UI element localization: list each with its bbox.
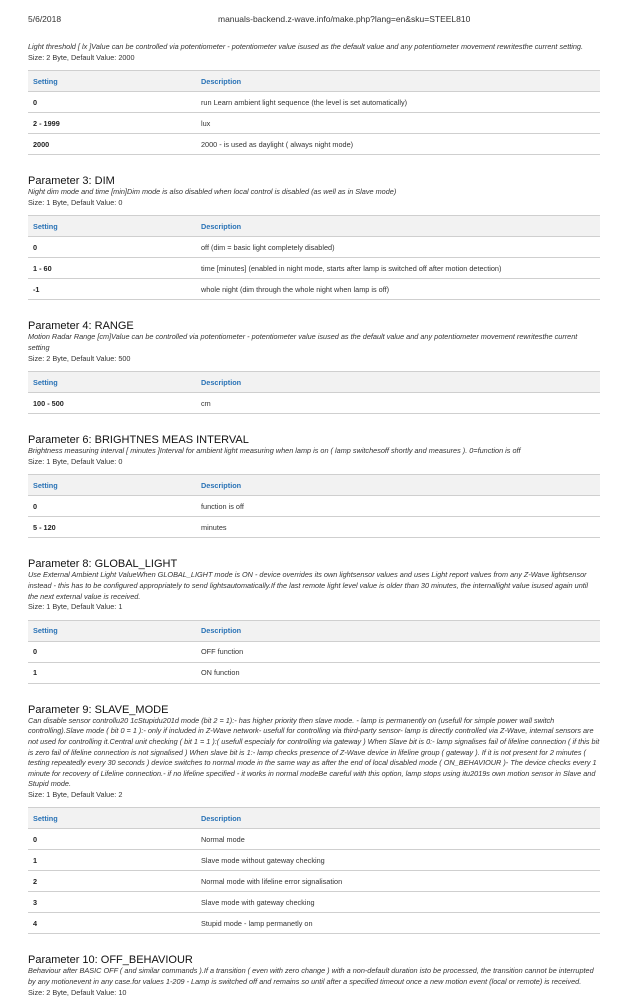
settings-table — [28, 807, 600, 934]
description-header: Description — [196, 475, 600, 496]
settings-table — [28, 620, 600, 684]
table-header-row — [28, 71, 600, 92]
table-row — [28, 850, 600, 871]
description-cell: Stupid mode - lamp permanetly on — [196, 913, 600, 934]
parameter-size: Size: 1 Byte, Default Value: 2 — [28, 789, 123, 799]
parameter-description: Behaviour after BASIC OFF ( and similar commands ).If a transition ( even with zero change ) with a non-default duration isto be processed, the transition cannot be interrupted by any motionevent in any case.for values 1-209 - Lamp is switched off and remains so until after a specified timeout once a new motion event (local or remote) is received. — [28, 966, 594, 987]
parameter-8-global-light — [28, 558, 600, 683]
settings-table — [28, 371, 600, 414]
table-row — [28, 641, 600, 662]
setting-header: Setting — [28, 808, 196, 829]
parameter-3-dim — [28, 175, 600, 300]
setting-header: Setting — [28, 475, 196, 496]
table-row — [28, 829, 600, 850]
setting-cell: 2 — [28, 871, 196, 892]
table-row — [28, 237, 600, 258]
table-row — [28, 517, 600, 538]
print-header — [28, 14, 608, 26]
parameter-light-threshold — [28, 42, 600, 155]
table-row — [28, 113, 600, 134]
description-cell: 2000 - is used as daylight ( always night mode) — [196, 134, 600, 155]
description-cell: off (dim = basic light completely disabled) — [196, 237, 600, 258]
description-cell: ON function — [196, 662, 600, 683]
table-header-row — [28, 620, 600, 641]
setting-cell: 0 — [28, 237, 196, 258]
parameter-title: Parameter 8: GLOBAL_LIGHT — [28, 558, 178, 571]
setting-cell: 2000 — [28, 134, 196, 155]
parameter-size: Size: 2 Byte, Default Value: 2000 — [28, 52, 135, 62]
setting-cell: 1 - 60 — [28, 258, 196, 279]
parameter-description: Motion Radar Range [cm]Value can be controlled via potentiometer - potentiometer value isused as the default value and any potentiometer movement rewritesthe current setting — [28, 332, 578, 352]
table-row — [28, 496, 600, 517]
setting-header: Setting — [28, 216, 196, 237]
parameter-description: Can disable sensor controllu20 1cStupidu201d mode (bit 2 = 1):- has higher priority then slave mode. - lamp is permanently on (usefull for simple power wall switch controlling).Slave mode ( bit 0 = 1 ):- only if included in Z-Wave network- usefull for controlling via third-party sensor- lamp is directly controlled via Z-Wave, internal sensors are not used for controlling it.Central unit checking ( bit 1 = 1 ):( usefull especialy for controlling via gateway ) When Slave bit is 0:- lamp signalises fail of lifeline connection ( if this bit is zero fail of lifeline connection is not signalised ) When slave bit is 1:- lamp checks presence of Z-Wave device in lifeline group ( gateway ). If it is not present for 2 minutes ( testing repeatedly every 30 seconds ) device switches to normal mode in the same way as after the end of local disabled mode ( ON_BEHAVIOUR )- The device checks every 1 minute for recovery of Lifeline connection.- if no lifeline specified - it works in normal modeBe careful with this option, lamp stops using itu2019s own motion sensor in Slave and Stupid mode. — [28, 715, 600, 789]
parameter-size: Size: 1 Byte, Default Value: 1 — [28, 602, 123, 612]
table-row — [28, 871, 600, 892]
table-row — [28, 92, 600, 113]
table-header-row — [28, 808, 600, 829]
description-header: Description — [196, 216, 600, 237]
parameter-9-slave-mode — [28, 704, 600, 935]
parameter-description: Use External Ambient Light ValueWhen GLOBAL_LIGHT mode is ON - device overrides its own lightsensor values and uses Light report values from any Z-Wave lightsensor instead - this has to be configured appropriately to send lightsautomatically.If the last remote light level value is older than 30 minutes, the internallight value isused again until the next external value is received. — [28, 570, 589, 601]
description-cell: whole night (dim through the whole night when lamp is off) — [196, 279, 600, 300]
parameter-size: Size: 2 Byte, Default Value: 500 — [28, 353, 131, 363]
setting-cell: 5 - 120 — [28, 517, 196, 538]
table-header-row — [28, 372, 600, 393]
table-row — [28, 134, 600, 155]
description-cell: lux — [196, 113, 600, 134]
description-cell: function is off — [196, 496, 600, 517]
setting-header: Setting — [28, 620, 196, 641]
description-cell: Normal mode — [196, 829, 600, 850]
description-cell: Normal mode with lifeline error signalisation — [196, 871, 600, 892]
description-header: Description — [196, 620, 600, 641]
print-url: manuals-backend.z-wave.info/make.php?lang=en&sku=STEEL810 — [218, 14, 471, 24]
table-row — [28, 393, 600, 414]
settings-table — [28, 215, 600, 300]
parameter-title: Parameter 4: RANGE — [28, 320, 134, 333]
parameter-description: Night dim mode and time [min]Dim mode is also disabled when local control is disabled (as well as in Slave mode) — [28, 187, 397, 197]
setting-cell: 3 — [28, 892, 196, 913]
description-header: Description — [196, 372, 600, 393]
description-cell: run Learn ambient light sequence (the level is set automatically) — [196, 92, 600, 113]
table-header-row — [28, 475, 600, 496]
parameter-size: Size: 1 Byte, Default Value: 0 — [28, 456, 123, 466]
setting-cell: 4 — [28, 913, 196, 934]
setting-cell: -1 — [28, 279, 196, 300]
parameter-title: Parameter 3: DIM — [28, 175, 115, 188]
table-row — [28, 258, 600, 279]
parameter-title: Parameter 9: SLAVE_MODE — [28, 703, 169, 716]
table-row — [28, 892, 600, 913]
setting-header: Setting — [28, 372, 196, 393]
description-cell: minutes — [196, 517, 600, 538]
setting-cell: 1 — [28, 662, 196, 683]
table-row — [28, 279, 600, 300]
description-cell: OFF function — [196, 641, 600, 662]
description-cell: Slave mode without gateway checking — [196, 850, 600, 871]
table-header-row — [28, 216, 600, 237]
settings-table — [28, 474, 600, 538]
description-cell: time [minutes] (enabled in night mode, starts after lamp is switched off after motion detection) — [196, 258, 600, 279]
parameter-description: Light threshold [ lx ]Value can be controlled via potentiometer - potentiometer value isused as the default value and any potentiometer movement rewritesthe current setting. — [28, 42, 584, 51]
setting-cell: 0 — [28, 641, 196, 662]
description-header: Description — [196, 71, 600, 92]
setting-cell: 100 - 500 — [28, 393, 196, 414]
parameter-6-brightnes-meas-interval — [28, 434, 600, 538]
parameter-10-off-behaviour — [28, 954, 600, 998]
parameter-4-range — [28, 320, 600, 414]
setting-cell: 2 - 1999 — [28, 113, 196, 134]
setting-header: Setting — [28, 71, 196, 92]
setting-cell: 0 — [28, 829, 196, 850]
print-date: 5/6/2018 — [28, 14, 62, 24]
description-cell: cm — [196, 393, 600, 414]
setting-cell: 1 — [28, 850, 196, 871]
manual-content — [28, 42, 600, 998]
parameter-title: Parameter 6: BRIGHTNES MEAS INTERVAL — [28, 434, 249, 447]
parameter-title: Parameter 10: OFF_BEHAVIOUR — [28, 954, 193, 967]
settings-table — [28, 70, 600, 155]
parameter-size: Size: 2 Byte, Default Value: 10 — [28, 987, 127, 997]
setting-cell: 0 — [28, 496, 196, 517]
table-row — [28, 913, 600, 934]
parameter-description: Brightness measuring interval [ minutes ]Interval for ambient light measuring when lamp is on ( lamp switchesoff shortly and measures ). 0=function is off — [28, 446, 521, 456]
table-row — [28, 662, 600, 683]
description-header: Description — [196, 808, 600, 829]
description-cell: Slave mode with gateway checking — [196, 892, 600, 913]
parameter-size: Size: 1 Byte, Default Value: 0 — [28, 197, 123, 207]
setting-cell: 0 — [28, 92, 196, 113]
